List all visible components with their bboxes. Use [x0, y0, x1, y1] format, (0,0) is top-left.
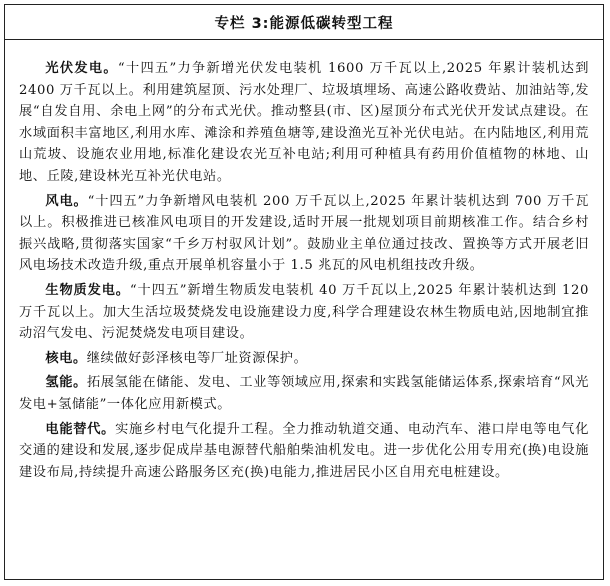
section-text: 继续做好彭泽核电等厂址资源保护。: [86, 350, 308, 366]
section-text: 拓展氢能在储能、发电、工业等领域应用,探索和实践氢能储运体系,探索培育“风光发电+氢储能”一体化应用新模式。: [19, 375, 589, 412]
section-hydrogen: [19, 372, 589, 415]
section-electrification: [19, 419, 589, 484]
section-text: 实施乡村电气化提升工程。全力推动轨道交通、电动汽车、港口岸电等电气化交通的建设和发展,逐步促成岸基电源替代船舶柴油机发电。进一步优化公用专用充(换)电设施建设布局,持续提升高速公路服务区充(换)电能力,推进居民小区自用充电桩建设。: [19, 421, 589, 480]
section-lead: 氢能。: [45, 375, 87, 391]
section-text: “十四五”力争新增风电装机 200 万千瓦以上,2025 年累计装机达到 700 万千瓦以上。积极推进已核准风电项目的开发建设,适时开展一批规划项目前期核准工作。结合乡村振兴战略,贯彻落实国家“千乡万村驭风计划”。鼓励业主单位通过技改、置换等方式开展老旧风电场技术改造升级,重点开展单机容量小于 1.5 兆瓦的风电机组技改升级。: [19, 193, 589, 274]
section-lead: 电能替代。: [45, 421, 116, 437]
energy-transition-box: [4, 4, 604, 580]
box-title: 专栏 3:能源低碳转型工程: [214, 15, 394, 32]
section-lead: 风电。: [45, 193, 88, 209]
section-lead: 核电。: [45, 350, 87, 366]
section-nuclear: [19, 348, 589, 370]
section-solar: [19, 58, 589, 188]
section-biomass: [19, 280, 589, 345]
box-content: [5, 40, 603, 483]
section-text: “十四五”力争新增光伏发电装机 1600 万千瓦以上,2025 年累计装机达到 2400 万千瓦以上。利用建筑屋顶、污水处理厂、垃圾填埋场、高速公路收费站、加油站等,发展“自发自用、余电上网”的分布式光伏。推动整县(市、区)屋顶分布式光伏开发试点建设。在水域面积丰富地区,利用水库、滩涂和养殖鱼塘等,建设渔光互补光伏电站。在内陆地区,利用荒山荒坡、设施农业用地,标准化建设农光互补电站;利用可种植具有药用价值植物的林地、山地、丘陵,建设林光互补光伏电站。: [19, 61, 589, 184]
section-lead: 光伏发电。: [45, 61, 118, 76]
section-text: “十四五”新增生物质发电装机 40 万千瓦以上,2025 年累计装机达到 120 万千瓦以上。加大生活垃圾焚烧发电设施建设力度,科学合理建设农林生物质电站,因地制宜推动沼气发电、污泥焚烧发电项目建设。: [19, 282, 589, 342]
box-header: [5, 5, 603, 40]
section-wind: [19, 191, 589, 277]
section-lead: 生物质发电。: [45, 282, 130, 298]
